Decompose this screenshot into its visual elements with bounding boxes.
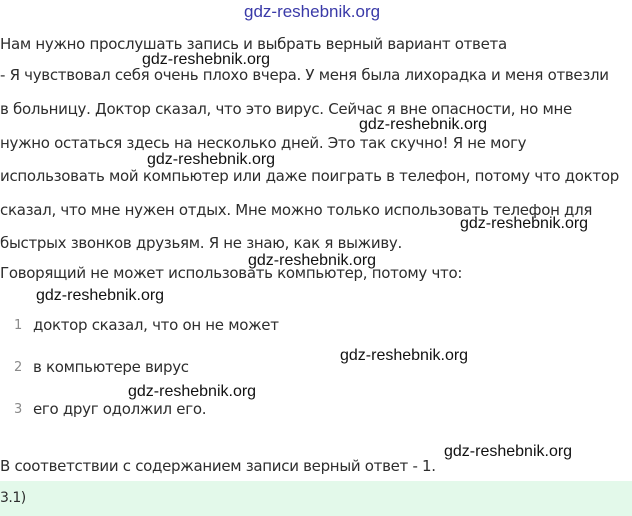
task-instruction: Нам нужно прослушать запись и выбрать верный вариант ответа xyxy=(0,35,507,53)
next-task-bar xyxy=(0,481,632,516)
passage-line: нужно остаться здесь на несколько дней. Это так скучно! Я не могу xyxy=(0,134,527,152)
option-number: 1 xyxy=(14,318,23,333)
passage-line: быстрых звонков друзьям. Я не знаю, как я выживу. xyxy=(0,234,402,252)
option-text: доктор сказал, что он не может xyxy=(33,316,279,334)
watermark: gdz-reshebnik.org xyxy=(244,2,381,21)
watermark: gdz-reshebnik.org xyxy=(36,287,165,304)
question-text: Говорящий не может использовать компьютер, потому что: xyxy=(0,264,463,282)
passage-line: в больницу. Доктор сказал, что это вирус. Сейчас я вне опасности, но мне xyxy=(0,100,572,118)
option-number: 3 xyxy=(14,402,23,417)
option-number: 2 xyxy=(14,360,23,375)
watermark: gdz-reshebnik.org xyxy=(359,116,488,133)
passage-line: - Я чувствовал себя очень плохо вчера. У меня была лихорадка и меня отвезли xyxy=(0,66,609,84)
passage-line: использовать мой компьютер или даже поиграть в телефон, потому что доктор xyxy=(0,167,619,185)
watermark: gdz-reshebnik.org xyxy=(248,252,377,269)
watermark: gdz-reshebnik.org xyxy=(340,347,469,364)
task-number-label: 3.1) xyxy=(0,490,26,506)
watermark: gdz-reshebnik.org xyxy=(460,215,589,232)
watermark: gdz-reshebnik.org xyxy=(128,383,257,400)
watermark: gdz-reshebnik.org xyxy=(142,51,271,68)
watermark: gdz-reshebnik.org xyxy=(147,151,276,168)
watermark: gdz-reshebnik.org xyxy=(444,443,573,460)
option-text: в компьютере вирус xyxy=(33,358,189,376)
passage-line: сказал, что мне нужен отдых. Мне можно только использовать телефон для xyxy=(0,201,593,219)
answer-text: В соответствии с содержанием записи верный ответ - 1. xyxy=(0,457,436,475)
option-text: его друг одолжил его. xyxy=(33,400,207,418)
